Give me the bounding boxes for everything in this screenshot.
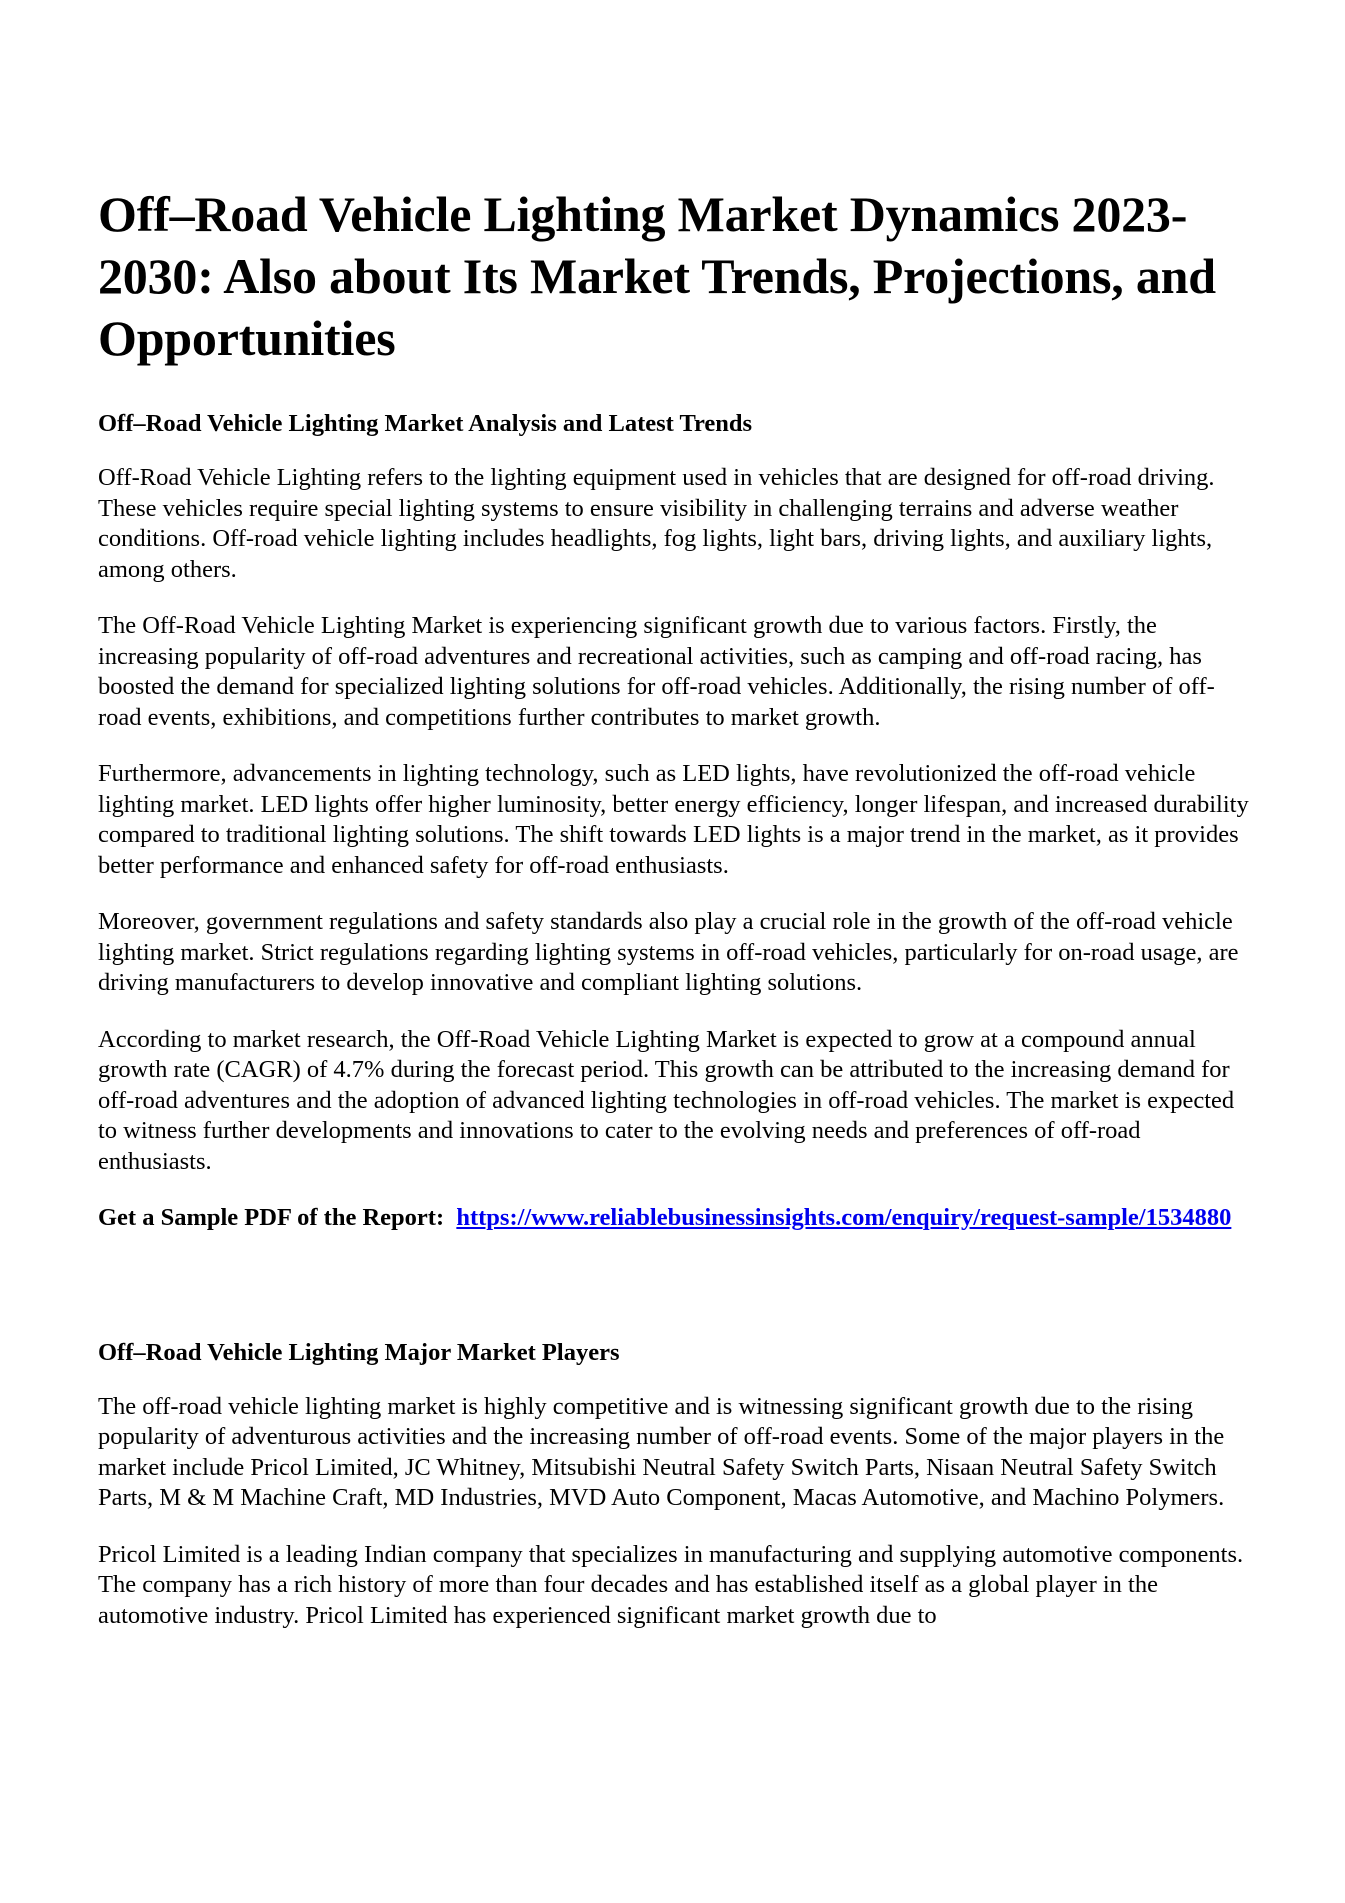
sample-pdf-label: Get a Sample PDF of the Report: (98, 1204, 445, 1231)
document-page (98, 183, 1258, 1657)
section-major-players (98, 1338, 1258, 1632)
sample-pdf-link[interactable]: https://www.reliablebusinessinsights.com/enquiry/request-sample/1534880 (456, 1204, 1232, 1231)
paragraph: The off-road vehicle lighting market is highly competitive and is witnessing significant growth due to the rising popularity of adventurous activities and the increasing number of off-road events. Some of the major players in the market include Pricol Limited, JC Whitney, Mitsubishi Neutral Safety Switch Parts, Nisaan Neutral Safety Switch Parts, M & M Machine Craft, MD Industries, MVD Auto Component, Macas Automotive, and Machino Polymers. (98, 1392, 1225, 1511)
paragraph: Off-Road Vehicle Lighting refers to the lighting equipment used in vehicles that are designed for off-road driving. These vehicles require special lighting systems to ensure visibility in challenging terrains and adverse weather conditions. Off-road vehicle lighting includes headlights, fog lights, light bars, driving lights, and auxiliary lights, among others. (98, 464, 1215, 583)
paragraph: Furthermore, advancements in lighting technology, such as LED lights, have revolutionized the off-road vehicle lighting market. LED lights offer higher luminosity, better energy efficiency, longer lifespan, and increased durability compared to traditional lighting solutions. The shift towards LED lights is a major trend in the market, as it provides better performance and enhanced safety for off-road enthusiasts. (98, 760, 1249, 879)
paragraph: Moreover, government regulations and safety standards also play a crucial role in the growth of the off-road vehicle lighting market. Strict regulations regarding lighting systems in off-road vehicles, particularly for on-road usage, are driving manufacturers to develop innovative and compliant lighting solutions. (98, 908, 1239, 996)
document-title: Off–Road Vehicle Lighting Market Dynamics 2023-2030: Also about Its Market Trends, Projections, and Opportunities (98, 186, 1216, 366)
section-analysis-trends (98, 409, 1258, 1234)
paragraph: According to market research, the Off-Road Vehicle Lighting Market is expected to grow at a compound annual growth rate (CAGR) of 4.7% during the forecast period. This growth can be attributed to the increasing demand for off-road adventures and the adoption of advanced lighting technologies in off-road vehicles. The market is expected to witness further developments and innovations to cater to the evolving needs and preferences of off-road enthusiasts. (98, 1025, 1235, 1175)
paragraph: Pricol Limited is a leading Indian company that specializes in manufacturing and supplying automotive components. The company has a rich history of more than four decades and has established itself as a global player in the automotive industry. Pricol Limited has experienced significant market growth due to (98, 1540, 1244, 1629)
section-heading: Off–Road Vehicle Lighting Market Analysis and Latest Trends (98, 410, 753, 437)
paragraph: The Off-Road Vehicle Lighting Market is experiencing significant growth due to various factors. Firstly, the increasing popularity of off-road adventures and recreational activities, such as camping and off-road racing, has boosted the demand for specialized lighting solutions for off-road vehicles. Additionally, the rising number of off-road events, exhibitions, and competitions further contributes to market growth. (98, 612, 1215, 731)
section-heading: Off–Road Vehicle Lighting Major Market Players (98, 1338, 620, 1366)
sample-pdf-line (98, 1203, 1258, 1234)
